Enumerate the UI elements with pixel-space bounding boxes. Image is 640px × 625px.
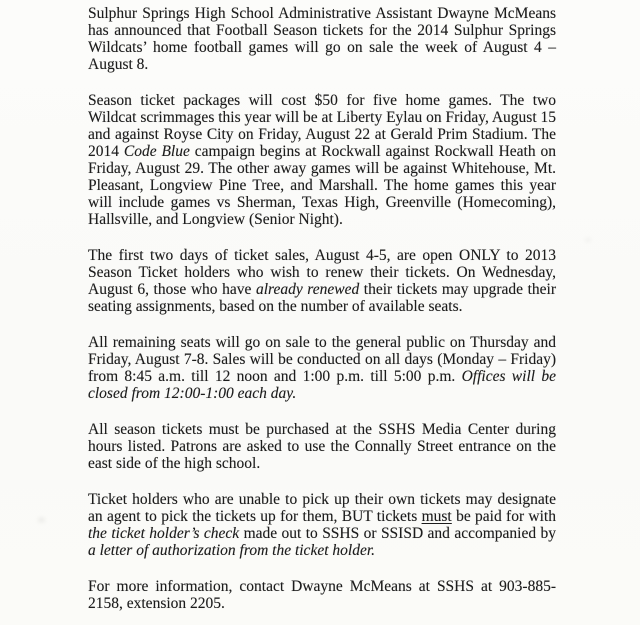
text-run: be paid for with: [451, 508, 556, 525]
paragraph: [88, 5, 556, 73]
paragraph: [88, 491, 556, 559]
text-run: Season ticket packages will cost $50 for five home games. The two Wildcat scrimmages this year will be at Liberty Eylau on Friday, August 15 and against Royse City on Friday, August 22 at Gerald Prim Stadium. The 2014: [88, 92, 557, 160]
text-run: Sulphur Springs High School Administrative Assistant Dwayne McMeans has announced that Football Season tickets for the 2014 Sulphur Springs Wildcats’ home football games will go on sale the week of August 4 – August 8.: [88, 5, 556, 73]
text-run: All remaining seats will go on sale to the general public on Thursday and Friday, August 7-8. Sales will be conducted on all days (Monday – Friday) from 8:45 a.m. till 12 noon and 1:00 p.m. till 5:00 p.m.: [88, 334, 556, 385]
text-run: The first two days of ticket sales, August 4-5, are open ONLY to 2013 Season Ticket holders who wish to renew their tickets. On Wednesday, August 6, those who have: [88, 247, 556, 298]
italic-text-run: Code Blue: [123, 143, 190, 160]
italic-text-run: already renewed: [255, 281, 360, 298]
text-run: For more information, contact Dwayne McMeans at SSHS at 903-885-2158, extension 2205.: [88, 578, 556, 612]
underlined-text-run: must: [421, 508, 452, 525]
text-run: campaign begins at Rockwall against Rockwall Heath on Friday, August 29. The other away games will be against Whitehouse, Mt. Pleasant, Longview Pine Tree, and Marshall. The home games this year will include games vs Sherman, Texas High, Greenville (Homecoming), Hallsville, and Longview (Senior Night).: [88, 143, 556, 228]
text-run: All season tickets must be purchased at the SSHS Media Center during hours listed. Patrons are asked to use the Connally Street entrance on the east side of the high school.: [88, 421, 556, 472]
italic-text-run: the ticket holder’s check: [88, 525, 240, 542]
text-run: made out to SSHS or SSISD and accompanied by: [239, 525, 556, 542]
paragraph: [88, 421, 556, 472]
italic-text-run: Offices will be closed from 12:00-1:00 each day.: [88, 368, 556, 402]
italic-text-run: a letter of authorization from the ticket holder.: [88, 542, 376, 559]
text-run: their tickets may upgrade their seating assignments, based on the number of available seats.: [88, 281, 556, 315]
text-run: Ticket holders who are unable to pick up their own tickets may designate an agent to pick the tickets up for them, BUT tickets: [88, 491, 556, 525]
paragraph: [88, 578, 556, 612]
paragraph: [88, 247, 556, 315]
paragraph: [88, 92, 556, 228]
paragraph: [88, 334, 556, 402]
